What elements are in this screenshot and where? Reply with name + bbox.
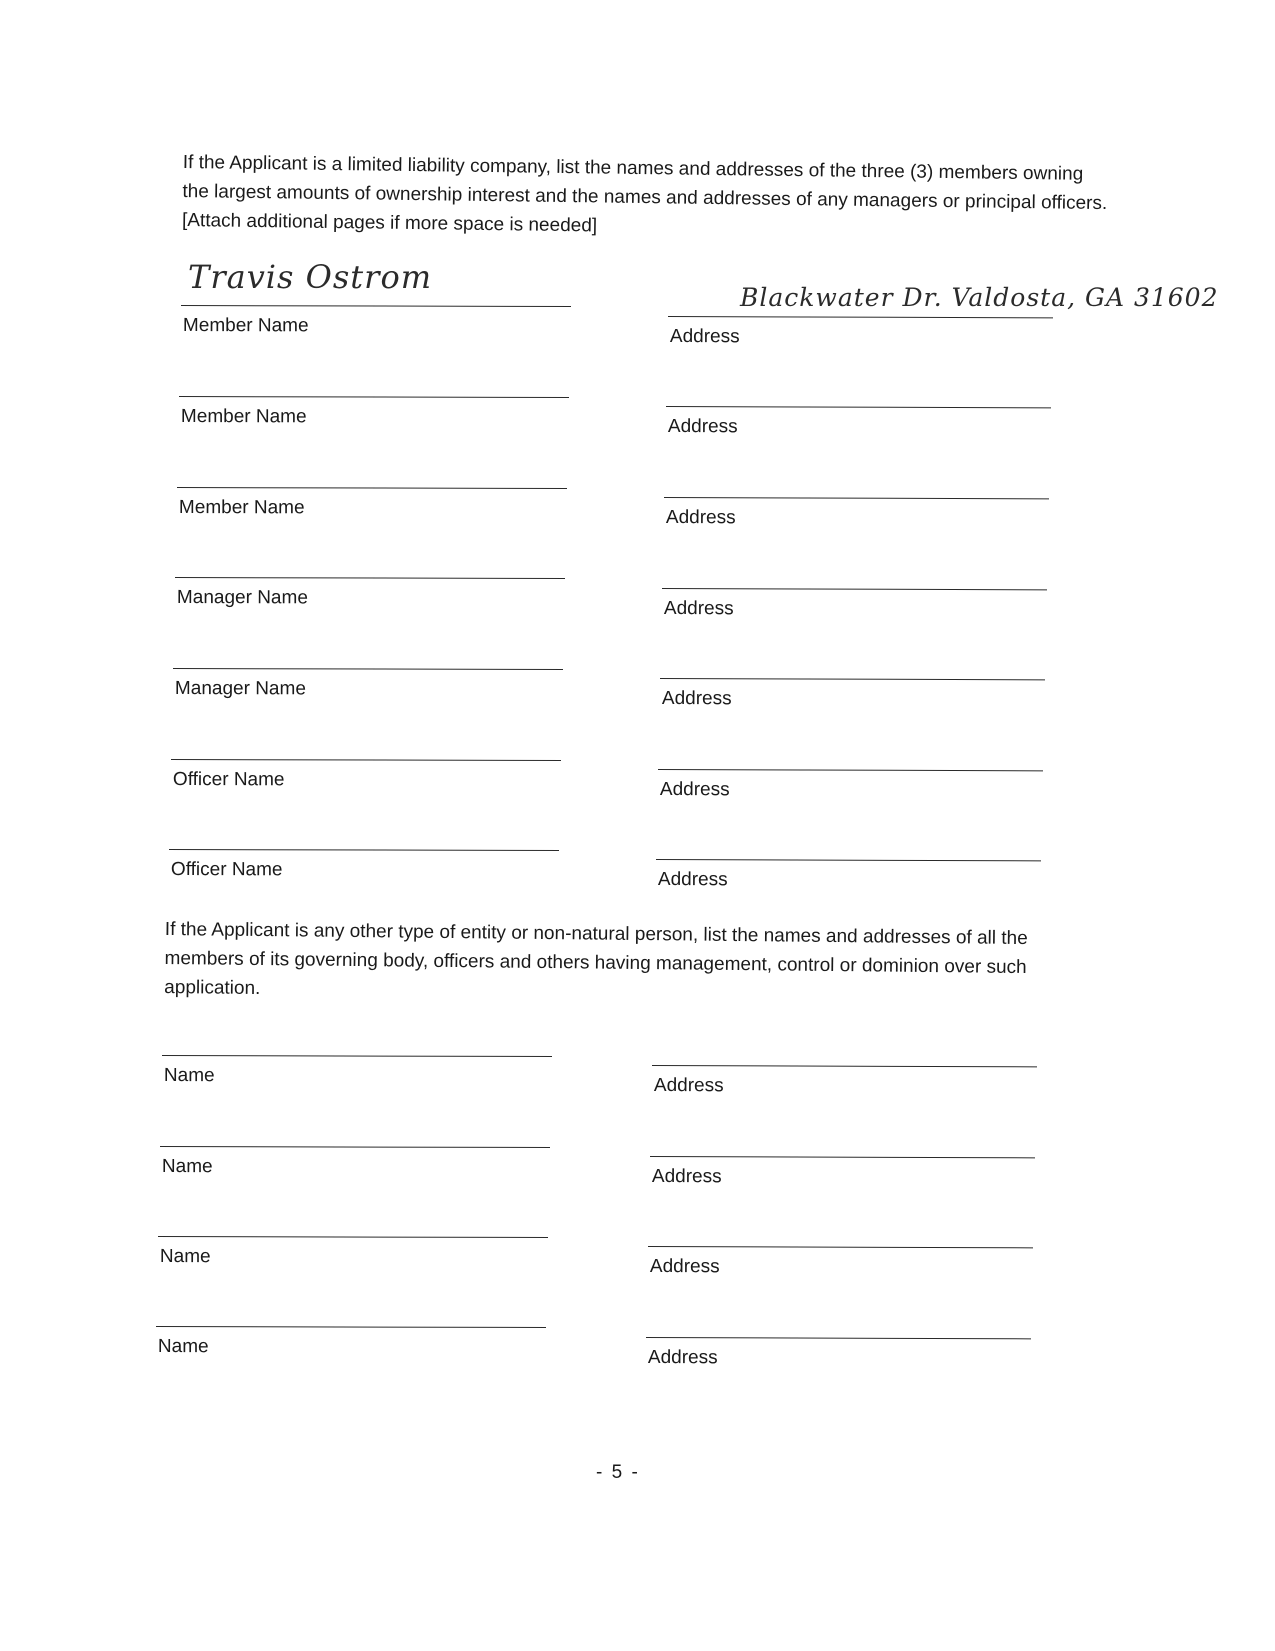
signature-line <box>668 316 1053 319</box>
llc-instructions: If the Applicant is a limited liability company, list the names and addresses of the three (3) members owning the largest amounts of ownership interest and the names and addresses of any managers or principal officers. [Attach additional pages if more space is needed] <box>181 151 1108 237</box>
signature-line <box>660 678 1045 681</box>
signature-line <box>666 406 1051 409</box>
signature-line <box>656 859 1041 862</box>
field-label: Name <box>161 1156 213 1178</box>
signature-line <box>181 305 571 308</box>
field-label: Member Name <box>182 315 309 337</box>
other-entity-instructions: If the Applicant is any other type of entity or non-natural person, list the names and addresses of all the members of its governing body, officers and others having management, control or dominion over such application. <box>164 918 1028 1000</box>
signature-line <box>646 1337 1031 1340</box>
signature-line <box>162 1055 552 1058</box>
field-label: Address <box>665 507 736 529</box>
handwritten-member-name: Travis Ostrom <box>188 258 433 296</box>
signature-line <box>169 849 559 852</box>
signature-line <box>173 668 563 671</box>
signature-line <box>658 769 1043 772</box>
field-label: Address <box>657 869 728 891</box>
page-number: - 5 - <box>596 1462 640 1483</box>
field-label: Name <box>159 1246 211 1268</box>
field-label: Address <box>647 1347 718 1369</box>
signature-line <box>650 1156 1035 1159</box>
field-label: Name <box>163 1065 215 1087</box>
field-label: Address <box>667 416 738 438</box>
signature-line <box>179 396 569 399</box>
field-label: Manager Name <box>174 678 306 700</box>
field-label: Address <box>649 1256 720 1278</box>
field-label: Address <box>659 779 730 801</box>
field-label: Address <box>669 326 740 348</box>
signature-line <box>177 487 567 490</box>
signature-line <box>648 1246 1033 1249</box>
signature-line <box>662 588 1047 591</box>
field-label: Officer Name <box>170 859 283 881</box>
field-label: Name <box>157 1336 209 1358</box>
field-label: Member Name <box>178 497 305 519</box>
signature-line <box>652 1065 1037 1068</box>
signature-line <box>160 1146 550 1149</box>
signature-line <box>158 1236 548 1239</box>
field-label: Address <box>653 1075 724 1097</box>
signature-line <box>156 1326 546 1329</box>
field-label: Officer Name <box>172 769 285 791</box>
handwritten-member-address: Blackwater Dr. Valdosta, GA 31602 <box>740 283 1219 312</box>
signature-line <box>175 577 565 580</box>
signature-line <box>664 497 1049 500</box>
field-label: Address <box>651 1166 722 1188</box>
field-label: Address <box>661 688 732 710</box>
field-label: Member Name <box>180 406 307 428</box>
field-label: Manager Name <box>176 587 308 609</box>
signature-line <box>171 759 561 762</box>
field-label: Address <box>663 598 734 620</box>
